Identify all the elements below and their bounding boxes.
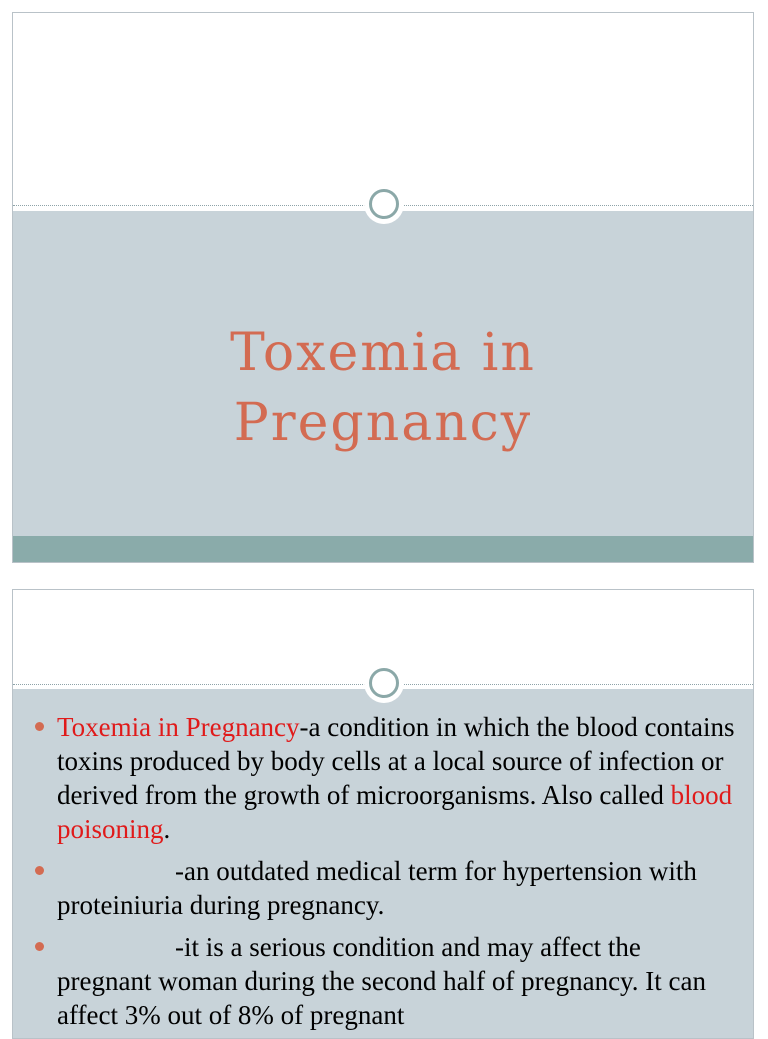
- list-item: [33, 710, 739, 846]
- term-highlight: blood poisoning: [57, 780, 733, 844]
- bullet-icon: [35, 722, 44, 731]
- bullet-icon: [35, 942, 44, 951]
- slide-title-line-1: Toxemia in: [230, 323, 536, 383]
- slide-footer-bar: [13, 536, 753, 562]
- bullet-list: [33, 710, 739, 1039]
- title-slide: [12, 12, 754, 563]
- slide-header-band: [13, 13, 753, 206]
- term-highlight: Toxemia in Pregnancy: [57, 712, 300, 742]
- slide-title: [13, 318, 753, 458]
- ring-ornament-icon: [364, 663, 404, 703]
- list-item: [33, 854, 739, 922]
- ring-ornament-icon: [364, 184, 404, 224]
- list-item: [33, 930, 739, 1032]
- bullet-text: -it is a serious condition and may affect the pregnant woman during the second half of pregnancy. It can affect 3% out of 8% of pregnant: [57, 932, 707, 1030]
- bullet-text-end: .: [163, 814, 171, 844]
- bullet-text: -a condition in which the blood contains toxins produced by body cells at a local source of infection or derived from the growth of microorganisms. Also called: [57, 712, 735, 810]
- content-slide: [12, 589, 754, 1039]
- slide-title-line-2: Pregnancy: [233, 393, 533, 453]
- bullet-text: -an outdated medical term for hypertension with proteiniuria during pregnancy.: [57, 856, 697, 920]
- bullet-icon: [35, 866, 44, 875]
